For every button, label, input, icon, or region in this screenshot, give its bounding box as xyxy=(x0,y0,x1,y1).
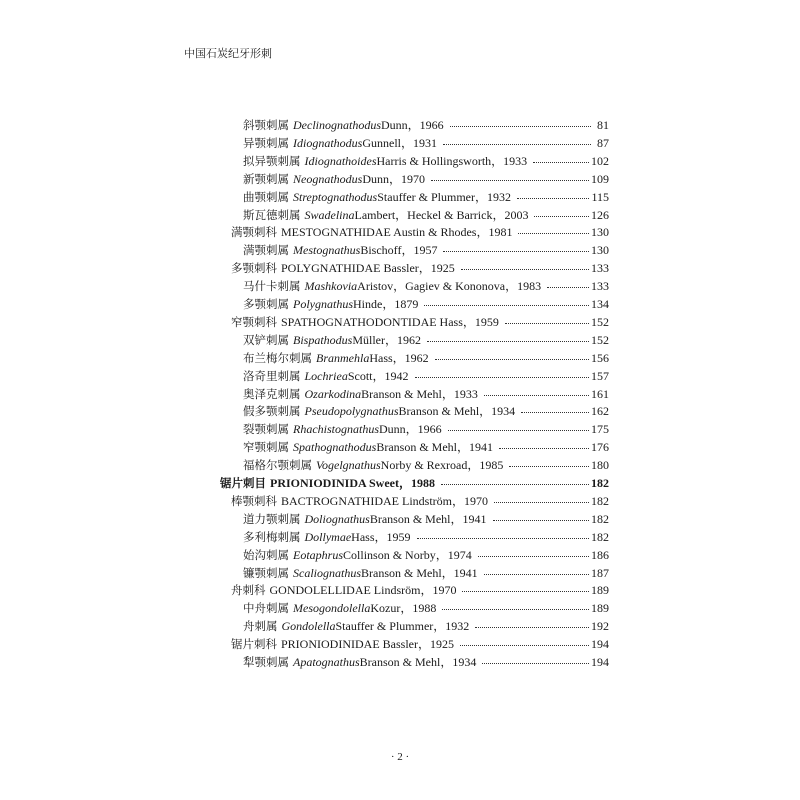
toc-entry-genus: Scaliognathus xyxy=(293,565,361,580)
toc-entry-genus: Neognathodus xyxy=(293,171,363,186)
toc-entry-genus: Vogelgnathus xyxy=(316,458,381,473)
toc-leader-dots xyxy=(478,555,589,557)
toc-entry[interactable] xyxy=(243,295,609,313)
toc-entry-chinese-name: 始沟刺属 xyxy=(243,547,289,562)
toc-entry-page: 126 xyxy=(591,207,609,222)
toc-leader-dots xyxy=(450,125,591,127)
toc-entry-author-year: Hass，1962 xyxy=(369,350,429,365)
toc-leader-dots xyxy=(505,322,589,324)
toc-entry-genus: Idiognathodus xyxy=(293,135,363,150)
toc-entry-author-year: Dunn，1970 xyxy=(362,171,426,186)
toc-entry[interactable] xyxy=(243,564,609,582)
toc-leader-dots xyxy=(547,286,589,288)
toc-entry-author-year: Müller，1962 xyxy=(352,332,422,347)
toc-entry-chinese-name: 锯片刺科 xyxy=(231,637,277,652)
toc-entry-page: 182 xyxy=(591,493,609,508)
toc-entry[interactable] xyxy=(243,456,609,474)
toc-entry[interactable] xyxy=(231,313,609,331)
toc-entry-chinese-name: 布兰梅尔刺属 xyxy=(243,350,312,365)
toc-entry-genus: Swadelina xyxy=(304,207,355,222)
toc-entry[interactable] xyxy=(243,188,609,206)
toc-entry-author-year: SPATHOGNATHODONTIDAE Hass，1959 xyxy=(281,314,499,329)
toc-entry-page: 157 xyxy=(591,368,609,383)
toc-entry-page: 176 xyxy=(591,440,609,455)
toc-entry-chinese-name: 洛奇里刺属 xyxy=(243,368,301,383)
toc-entry[interactable] xyxy=(243,510,609,528)
toc-entry-chinese-name: 犁颚刺属 xyxy=(243,655,289,669)
toc-entry-author-year: Aristov，Gagiev & Kononova，1983 xyxy=(357,279,542,294)
toc-leader-dots xyxy=(461,268,589,270)
toc-leader-dots xyxy=(462,590,589,592)
toc-entry-chinese-name: 满颚刺科 xyxy=(231,225,277,240)
page-number: · 2 · xyxy=(390,751,410,763)
toc-entry-chinese-name: 福格尔颚刺属 xyxy=(243,458,312,473)
toc-entry-chinese-name: 拟异颚刺属 xyxy=(243,153,301,168)
toc-entry-page: 130 xyxy=(591,225,609,240)
toc-entry-page: 162 xyxy=(591,404,609,419)
toc-entry-genus: Declinognathodus xyxy=(293,118,381,132)
toc-entry[interactable] xyxy=(243,134,609,152)
toc-entry-chinese-name: 多利梅刺属 xyxy=(243,529,301,544)
toc-entry-page: 194 xyxy=(591,655,609,669)
toc-entry-genus: Idiognathoides xyxy=(304,153,377,168)
toc-leader-dots xyxy=(494,501,589,503)
toc-entry[interactable] xyxy=(243,152,609,170)
toc-entry-author-year: Branson & Mehl，1934 xyxy=(359,655,477,669)
toc-entry-page: 152 xyxy=(591,314,609,329)
toc-leader-dots xyxy=(415,376,589,378)
toc-entry-chinese-name: 棒颚刺科 xyxy=(231,493,277,508)
toc-entry-chinese-name: 斯瓦德刺属 xyxy=(243,207,301,222)
toc-entry[interactable] xyxy=(243,241,609,259)
toc-entry-page: 87 xyxy=(597,135,609,150)
toc-entry-author-year: Hinde，1879 xyxy=(353,297,419,311)
toc-entry-page: 81 xyxy=(597,118,609,132)
toc-entry-genus: Rhachistognathus xyxy=(293,422,379,437)
toc-leader-dots xyxy=(442,608,589,610)
toc-entry-chinese-name: 道力颚刺属 xyxy=(243,511,301,526)
toc-entry-author-year: PRIONIODINIDAE Bassler，1925 xyxy=(281,637,454,652)
toc-leader-dots xyxy=(509,465,589,467)
toc-entry-author-year: POLYGNATHIDAE Bassler，1925 xyxy=(281,261,455,276)
toc-entry-author-year: Kozur，1988 xyxy=(370,601,437,616)
toc-entry-author-year: Collinson & Norby，1974 xyxy=(343,547,472,562)
toc-entry-genus: Gondolella xyxy=(281,619,336,634)
toc-entry[interactable] xyxy=(243,528,609,546)
toc-entry[interactable] xyxy=(243,277,609,295)
toc-entry-author-year: Norby & Rexroad，1985 xyxy=(380,458,504,473)
toc-entry-genus: Doliognathus xyxy=(304,511,370,526)
toc-entry-chinese-name: 双铲刺属 xyxy=(243,332,289,347)
toc-entry[interactable] xyxy=(231,223,609,241)
toc-entry-page: 186 xyxy=(591,547,609,562)
toc-entry-author-year: PRIONIODINIDA Sweet，1988 xyxy=(270,476,436,490)
toc-entry-author-year: Harris & Hollingsworth，1933 xyxy=(376,153,528,168)
toc-entry-genus: Eotaphrus xyxy=(293,547,344,562)
toc-entry[interactable] xyxy=(243,402,609,420)
toc-entry-author-year: Branson & Mehl，1941 xyxy=(361,565,478,580)
toc-entry-genus: Bispathodus xyxy=(293,332,353,347)
toc-entry-author-year: Stauffer & Plummer，1932 xyxy=(335,619,470,634)
toc-entry-chinese-name: 奥泽克刺属 xyxy=(243,386,301,401)
toc-leader-dots xyxy=(518,232,589,234)
toc-entry-page: 192 xyxy=(591,619,609,634)
toc-entry-genus: Polygnathus xyxy=(293,297,353,311)
toc-entry-page: 189 xyxy=(591,601,609,616)
toc-leader-dots xyxy=(484,394,589,396)
toc-entry-chinese-name: 窄颚刺科 xyxy=(231,314,277,329)
toc-entry-chinese-name: 假多颚刺属 xyxy=(243,404,301,419)
toc-entry-chinese-name: 新颚刺属 xyxy=(243,171,289,186)
toc-entry[interactable] xyxy=(231,635,609,653)
toc-entry[interactable] xyxy=(243,653,609,671)
toc-entry-genus: Spathognathodus xyxy=(293,440,377,455)
toc-leader-dots xyxy=(427,340,589,342)
toc-leader-dots xyxy=(521,411,589,413)
toc-leader-dots xyxy=(435,358,589,360)
toc-entry-page: 194 xyxy=(591,637,609,652)
toc-leader-dots xyxy=(443,250,589,252)
toc-entry[interactable] xyxy=(243,367,609,385)
toc-entry-genus: Pseudopolygnathus xyxy=(304,404,399,419)
toc-entry[interactable] xyxy=(243,617,609,635)
toc-leader-dots xyxy=(460,644,589,646)
toc-entry-author-year: Gunnell，1931 xyxy=(362,135,438,150)
toc-entry-genus: Streptognathodus xyxy=(293,189,378,204)
toc-leader-dots xyxy=(493,519,589,521)
toc-entry-page: 189 xyxy=(591,583,609,598)
toc-entry[interactable] xyxy=(231,492,609,510)
toc-entry-chinese-name: 异颚刺属 xyxy=(243,135,289,150)
toc-leader-dots xyxy=(534,215,589,217)
toc-entry[interactable] xyxy=(231,259,609,277)
toc-entry-author-year: Dunn，1966 xyxy=(379,422,442,437)
toc-entry-genus: Apatognathus xyxy=(293,655,360,669)
toc-entry-author-year: Branson & Mehl，1934 xyxy=(398,404,516,419)
toc-entry-page: 180 xyxy=(591,458,609,473)
toc-entry-genus: Mashkovia xyxy=(304,279,358,294)
toc-entry-genus: Ozarkodina xyxy=(304,386,362,401)
toc-entry-page: 182 xyxy=(591,529,609,544)
toc-entry-page: 133 xyxy=(591,279,609,294)
toc-entry-author-year: GONDOLELLIDAE Lindsröm，1970 xyxy=(269,583,457,598)
toc-entry-page: 187 xyxy=(591,565,609,580)
toc-entry-page: 109 xyxy=(591,171,609,186)
toc-entry-page: 115 xyxy=(591,189,609,204)
toc-entry-genus: Mesogondolella xyxy=(293,601,371,616)
toc-entry-chinese-name: 多颚刺科 xyxy=(231,261,277,276)
toc-entry-chinese-name: 满颚刺属 xyxy=(243,243,289,258)
toc-entry[interactable] xyxy=(243,438,609,456)
toc-entry[interactable] xyxy=(243,116,609,134)
toc-leader-dots xyxy=(431,179,589,181)
toc-entry-page: 102 xyxy=(591,153,609,168)
toc-entry[interactable] xyxy=(243,546,609,564)
toc-entry-page: 156 xyxy=(591,350,609,365)
toc-entry[interactable] xyxy=(220,474,609,492)
toc-leader-dots xyxy=(499,447,589,449)
toc-entry-genus: Branmehla xyxy=(316,350,370,365)
toc-entry-author-year: Branson & Mehl，1941 xyxy=(369,511,487,526)
toc-entry-author-year: Branson & Mehl，1933 xyxy=(361,386,478,401)
toc-entry-author-year: BACTROGNATHIDAE Lindström，1970 xyxy=(281,493,488,508)
toc-entry[interactable] xyxy=(243,331,609,349)
toc-entry-chinese-name: 舟刺属 xyxy=(243,619,278,634)
toc-entry-page: 134 xyxy=(591,297,609,311)
toc-entry-author-year: Branson & Mehl，1941 xyxy=(376,440,494,455)
toc-entry-page: 161 xyxy=(591,386,609,401)
toc-entry-genus: Dollymae xyxy=(304,529,352,544)
toc-entry[interactable] xyxy=(243,170,609,188)
toc-entry-chinese-name: 马什卡刺属 xyxy=(243,279,301,294)
toc-leader-dots xyxy=(417,537,590,539)
toc-entry-page: 130 xyxy=(591,243,609,258)
toc-leader-dots xyxy=(448,429,589,431)
toc-entry-page: 182 xyxy=(591,476,609,490)
toc-entry-author-year: Stauffer & Plummer，1932 xyxy=(377,189,511,204)
toc-entry[interactable] xyxy=(243,385,609,403)
toc-leader-dots xyxy=(424,304,589,306)
toc-entry[interactable] xyxy=(243,420,609,438)
toc-entry-chinese-name: 斜颚刺属 xyxy=(243,118,289,132)
toc-entry-genus: Lochriea xyxy=(304,368,348,383)
toc-entry-author-year: Dunn，1966 xyxy=(381,118,444,132)
toc-entry-author-year: Hass，1959 xyxy=(351,529,411,544)
toc-leader-dots xyxy=(441,483,589,485)
toc-entry-chinese-name: 镰颚刺属 xyxy=(243,565,289,580)
toc-leader-dots xyxy=(482,662,589,664)
toc-leader-dots xyxy=(484,573,589,575)
toc-entry-page: 182 xyxy=(591,511,609,526)
toc-entry-page: 152 xyxy=(591,332,609,347)
toc-entry-page: 133 xyxy=(591,261,609,276)
toc-leader-dots xyxy=(443,143,591,145)
running-head: 中国石炭纪牙形刺 xyxy=(184,47,272,60)
toc-entry-author-year: Lambert，Heckel & Barrick，2003 xyxy=(354,207,529,222)
toc-entry[interactable] xyxy=(243,349,609,367)
toc-entry[interactable] xyxy=(231,581,609,599)
toc-leader-dots xyxy=(475,626,589,628)
toc-leader-dots xyxy=(517,197,589,199)
toc-entry-chinese-name: 裂颚刺属 xyxy=(243,422,289,437)
toc-leader-dots xyxy=(533,161,589,163)
toc-entry[interactable] xyxy=(243,599,609,617)
toc-entry-chinese-name: 窄颚刺属 xyxy=(243,440,289,455)
toc-entry-chinese-name: 锯片刺目 xyxy=(220,476,266,490)
toc-entry-chinese-name: 中舟刺属 xyxy=(243,601,289,616)
toc-entry-author-year: MESTOGNATHIDAE Austin & Rhodes，1981 xyxy=(281,225,513,240)
toc-entry-chinese-name: 舟刺科 xyxy=(231,583,266,598)
toc-entry[interactable] xyxy=(243,206,609,224)
toc-entry-author-year: Bischoff，1957 xyxy=(360,243,438,258)
toc-entry-author-year: Scott，1942 xyxy=(347,368,409,383)
toc-entry-chinese-name: 多颚刺属 xyxy=(243,297,289,311)
toc-entry-page: 175 xyxy=(591,422,609,437)
toc-entry-chinese-name: 曲颚刺属 xyxy=(243,189,289,204)
toc-entry-genus: Mestognathus xyxy=(293,243,361,258)
